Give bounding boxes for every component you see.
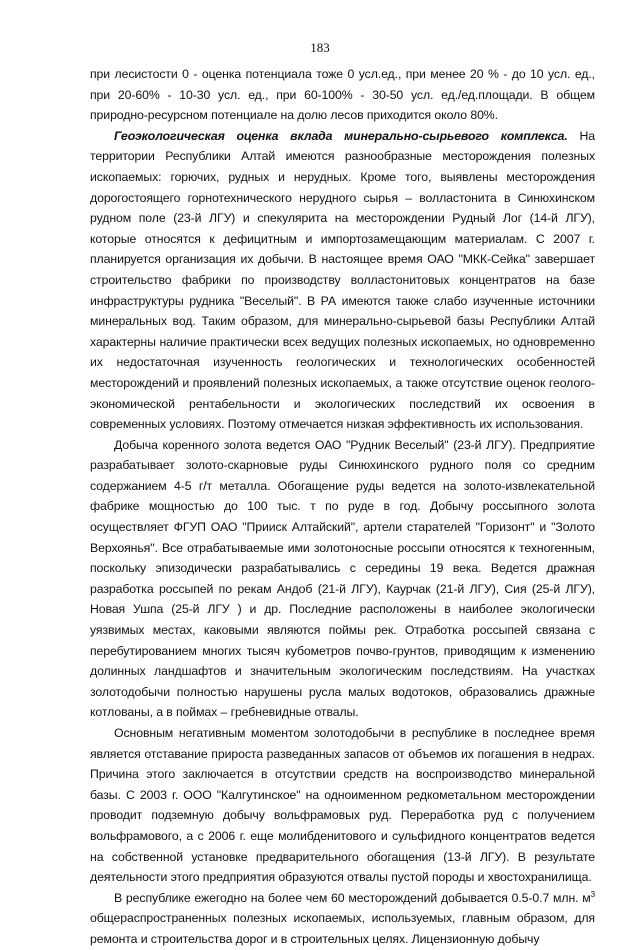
paragraph-common-minerals-start: В республике ежегодно на более чем 60 месторождений добывается 0.5-0.7 млн. м <box>114 890 591 905</box>
paragraph-negative-aspects: Основным негативным моментом золотодобычи в республике в последнее время является отставание прироста разведанных запасов от объемов их погашения в недрах. Причина этого заключается в отсутствии средств на воспроизводство минеральной базы. С 2003 г. ООО "Калгутинское" на одноименном редкометальном месторождении проводит подземную добычу вольфрамовых руд. Переработка руд с получением вольфрамового, а с 2006 г. еще молибденитового и сульфидного концентратов ведется на собственной установке предварительного обогащения (13-й ЛГУ). В результате деятельности этого предприятия образуются отвалы пустой породы и хвостохранилища. <box>90 726 595 885</box>
section-heading-mineral-assessment: Геоэкологическая оценка вклада минерально-сырьевого комплекса. <box>114 128 568 143</box>
paragraph-mineral-complex <box>90 126 595 435</box>
paragraph-mineral-complex-text: На территории Республики Алтай имеются разнообразные месторождения полезных ископаемых: горючих, рудных и нерудных. Кроме того, выявлены месторождения дорогостоящего горнотехнического нерудного сырья – волластонита в Синюхинском рудном поле (23-й ЛГУ) и спекулярита на месторождении Рудный Лог (14-й ЛГУ), которые относятся к дефицитным и импортозамещающим материалам. С 2007 г. планируется организация их добычи. В настоящее время ОАО "МКК-Сейка" завершает строительство фабрики по производству волластонитовых концентратов на базе инфраструктуры рудника "Веселый". В РА имеются также слабо изученные источники минеральных вод. Таким образом, для минерально-сырьевой базы Республики Алтай характерны наличие практически всех ведущих полезных ископаемых, но одновременно их недостаточная изученность геологических и технологических особенностей месторождений и проявлений полезных ископаемых, а также отсутствие оценок геолого-экономической рентабельности и экологических последствий их освоения в современных условиях. Поэтому отмечается низкая эффективность их использования. <box>90 128 595 432</box>
page-body <box>90 64 595 950</box>
paragraph-gold-mining: Добыча коренного золота ведется ОАО "Рудник Веселый" (23-й ЛГУ). Предприятие разрабатывает золото-скарновые руды Синюхинского рудного поля со средним содержанием 4-5 г/т металла. Обогащение руды ведется на золото-извлекательной фабрике мощностью до 100 тыс. т по руде в год. Добычу россыпного золота осуществляет ФГУП ОАО "Прииск Алтайский", артели старателей "Горизонт" и "Золото Верхоянья". Все отрабатываемые ими золотоносные россыпи относятся к техногенным, поскольку эпизодически разрабатывались с середины 19 века. Ведется дражная разработка россыпей по рекам Андоб (21-й ЛГУ), Каурчак (21-й ЛГУ), Сия (25-й ЛГУ), Новая Ушпа (25-й ЛГУ ) и др. Последние расположены в наиболее экологически уязвимых местах, каковыми являются поймы рек. Отработка россыпей связана с перебутированием многих тысяч кубометров почво-грунтов, приводящим к изменению долинных ландшафтов и значительным экологическим последствиям. На участках золотодобычи полностью нарушены русла малых водотоков, образовались дражные котлованы, а в поймах – гребневидные отвалы. <box>90 437 595 720</box>
paragraph-common-minerals-end: общераспространенных полезных ископаемых, используемых, главным образом, для ремонта и строительства дорог и в строительных целях. Лицензионную добычу <box>90 911 595 946</box>
paragraph-forest-potential: при лесистости 0 - оценка потенциала тоже 0 усл.ед., при менее 20 % - до 10 усл. ед., при 20-60% - 10-30 усл. ед., при 60-100% - 30-50 усл. ед./ед.площади. В общем природно-ресурсном потенциале на долю лесов приходится около 80%. <box>90 67 595 123</box>
cubic-superscript: 3 <box>590 889 595 899</box>
page-number: 183 <box>310 40 330 55</box>
paragraph-common-minerals <box>90 888 595 950</box>
